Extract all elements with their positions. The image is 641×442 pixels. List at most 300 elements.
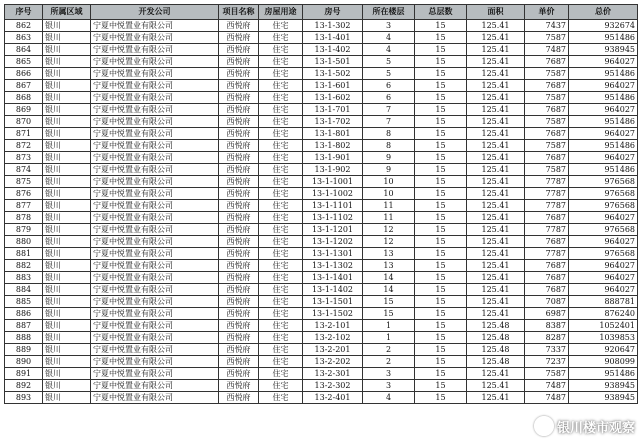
- table-row: [5, 308, 638, 320]
- table-cell: 住宅: [259, 332, 303, 344]
- table-cell: 银川: [43, 296, 91, 308]
- table-cell: 7787: [525, 224, 569, 236]
- table-cell: 15: [415, 344, 467, 356]
- table-cell: 964027: [569, 236, 638, 248]
- table-cell: 7587: [525, 140, 569, 152]
- table-cell: 宁夏中悦置业有限公司: [91, 20, 219, 32]
- table-cell: 15: [415, 140, 467, 152]
- table-cell: 住宅: [259, 32, 303, 44]
- table-cell: 6: [363, 92, 415, 104]
- table-cell: 125.41: [467, 104, 525, 116]
- table-cell: 13-1-601: [303, 80, 363, 92]
- table-cell: 125.41: [467, 80, 525, 92]
- table-cell: 宁夏中悦置业有限公司: [91, 356, 219, 368]
- table-row: [5, 56, 638, 68]
- table-cell: 15: [415, 284, 467, 296]
- table-cell: 8387: [525, 320, 569, 332]
- table-cell: 951486: [569, 140, 638, 152]
- table-cell: 15: [415, 296, 467, 308]
- table-cell: 881: [5, 248, 43, 260]
- table-cell: 银川: [43, 284, 91, 296]
- table-cell: 15: [415, 68, 467, 80]
- table-cell: 951486: [569, 68, 638, 80]
- table-cell: 951486: [569, 368, 638, 380]
- table-cell: 12: [363, 224, 415, 236]
- table-cell: 877: [5, 200, 43, 212]
- table-row: [5, 332, 638, 344]
- table-row: [5, 284, 638, 296]
- column-header: 房屋用途: [259, 5, 303, 20]
- table-cell: 1: [363, 332, 415, 344]
- table-cell: 964027: [569, 80, 638, 92]
- table-cell: 8: [363, 140, 415, 152]
- table-row: [5, 272, 638, 284]
- table-cell: 宁夏中悦置业有限公司: [91, 392, 219, 404]
- table-cell: 银川: [43, 116, 91, 128]
- table-cell: 2: [363, 344, 415, 356]
- table-cell: 15: [415, 32, 467, 44]
- table-cell: 932674: [569, 20, 638, 32]
- table-cell: 15: [415, 44, 467, 56]
- table-cell: 15: [415, 308, 467, 320]
- table-cell: 882: [5, 260, 43, 272]
- table-cell: 879: [5, 224, 43, 236]
- housing-price-table: [4, 4, 638, 404]
- table-cell: 908099: [569, 356, 638, 368]
- table-cell: 西悦府: [219, 44, 259, 56]
- table-cell: 宁夏中悦置业有限公司: [91, 56, 219, 68]
- table-cell: 883: [5, 272, 43, 284]
- table-cell: 10: [363, 176, 415, 188]
- table-cell: 15: [415, 332, 467, 344]
- table-cell: 15: [415, 392, 467, 404]
- table-cell: 964027: [569, 152, 638, 164]
- table-cell: 880: [5, 236, 43, 248]
- table-cell: 银川: [43, 392, 91, 404]
- table-body: [5, 20, 638, 404]
- table-cell: 11: [363, 200, 415, 212]
- table-cell: 13-2-101: [303, 320, 363, 332]
- table-cell: 银川: [43, 152, 91, 164]
- table-cell: 宁夏中悦置业有限公司: [91, 200, 219, 212]
- table-cell: 863: [5, 32, 43, 44]
- table-cell: 13-1-1302: [303, 260, 363, 272]
- table-cell: 住宅: [259, 212, 303, 224]
- table-cell: 15: [415, 164, 467, 176]
- table-row: [5, 296, 638, 308]
- table-cell: 951486: [569, 116, 638, 128]
- table-row: [5, 80, 638, 92]
- table-cell: 15: [415, 104, 467, 116]
- table-cell: 13-1-502: [303, 68, 363, 80]
- table-row: [5, 212, 638, 224]
- table-row: [5, 176, 638, 188]
- table-cell: 宁夏中悦置业有限公司: [91, 308, 219, 320]
- table-cell: 宁夏中悦置业有限公司: [91, 260, 219, 272]
- table-header-row: [5, 5, 638, 20]
- table-cell: 银川: [43, 104, 91, 116]
- table-cell: 13-1-1201: [303, 224, 363, 236]
- table-cell: 893: [5, 392, 43, 404]
- table-cell: 4: [363, 32, 415, 44]
- table-cell: 13-2-401: [303, 392, 363, 404]
- table-cell: 7587: [525, 116, 569, 128]
- table-cell: 871: [5, 128, 43, 140]
- table-cell: 银川: [43, 308, 91, 320]
- table-cell: 西悦府: [219, 32, 259, 44]
- table-cell: 125.41: [467, 68, 525, 80]
- table-cell: 宁夏中悦置业有限公司: [91, 296, 219, 308]
- table-cell: 住宅: [259, 140, 303, 152]
- wechat-logo-icon: [534, 416, 554, 436]
- table-cell: 宁夏中悦置业有限公司: [91, 128, 219, 140]
- table-cell: 3: [363, 368, 415, 380]
- table-row: [5, 68, 638, 80]
- table-cell: 887: [5, 320, 43, 332]
- table-cell: 125.41: [467, 44, 525, 56]
- table-cell: 住宅: [259, 248, 303, 260]
- table-row: [5, 116, 638, 128]
- table-cell: 13-2-201: [303, 344, 363, 356]
- table-cell: 宁夏中悦置业有限公司: [91, 188, 219, 200]
- table-cell: 884: [5, 284, 43, 296]
- table-cell: 8: [363, 128, 415, 140]
- table-cell: 银川: [43, 248, 91, 260]
- table-cell: 宁夏中悦置业有限公司: [91, 32, 219, 44]
- table-row: [5, 344, 638, 356]
- table-cell: 15: [363, 296, 415, 308]
- table-cell: 13-1-1501: [303, 296, 363, 308]
- table-cell: 13: [363, 248, 415, 260]
- table-cell: 7787: [525, 188, 569, 200]
- table-cell: 住宅: [259, 320, 303, 332]
- table-cell: 银川: [43, 320, 91, 332]
- table-cell: 938945: [569, 380, 638, 392]
- table-cell: 15: [415, 200, 467, 212]
- table-cell: 15: [415, 116, 467, 128]
- table-cell: 13-1-1101: [303, 200, 363, 212]
- table-cell: 西悦府: [219, 200, 259, 212]
- table-cell: 14: [363, 284, 415, 296]
- table-cell: 125.41: [467, 140, 525, 152]
- table-cell: 15: [415, 248, 467, 260]
- table-cell: 1052401: [569, 320, 638, 332]
- table-cell: 1039853: [569, 332, 638, 344]
- table-cell: 13-1-801: [303, 128, 363, 140]
- table-cell: 宁夏中悦置业有限公司: [91, 104, 219, 116]
- table-row: [5, 380, 638, 392]
- table-cell: 西悦府: [219, 320, 259, 332]
- table-cell: 7437: [525, 20, 569, 32]
- table-cell: 125.41: [467, 296, 525, 308]
- table-cell: 1: [363, 320, 415, 332]
- table-cell: 9: [363, 152, 415, 164]
- table-cell: 西悦府: [219, 20, 259, 32]
- table-cell: 125.41: [467, 392, 525, 404]
- table-cell: 宁夏中悦置业有限公司: [91, 344, 219, 356]
- table-cell: 西悦府: [219, 56, 259, 68]
- table-cell: 13-1-1502: [303, 308, 363, 320]
- table-cell: 9: [363, 164, 415, 176]
- table-cell: 4: [363, 44, 415, 56]
- table-cell: 976568: [569, 248, 638, 260]
- table-cell: 银川: [43, 20, 91, 32]
- table-cell: 15: [415, 260, 467, 272]
- table-row: [5, 164, 638, 176]
- table-cell: 银川: [43, 140, 91, 152]
- table-cell: 13-1-1001: [303, 176, 363, 188]
- table-cell: 892: [5, 380, 43, 392]
- table-cell: 西悦府: [219, 188, 259, 200]
- table-cell: 125.41: [467, 248, 525, 260]
- table-cell: 宁夏中悦置业有限公司: [91, 176, 219, 188]
- column-header: 面积: [467, 5, 525, 20]
- table-cell: 13-1-1401: [303, 272, 363, 284]
- table-cell: 13-2-301: [303, 368, 363, 380]
- table-cell: 宁夏中悦置业有限公司: [91, 164, 219, 176]
- table-cell: 西悦府: [219, 260, 259, 272]
- table-cell: 西悦府: [219, 128, 259, 140]
- table-cell: 银川: [43, 176, 91, 188]
- table-row: [5, 44, 638, 56]
- table-cell: 西悦府: [219, 224, 259, 236]
- table-cell: 7337: [525, 344, 569, 356]
- table-cell: 15: [415, 20, 467, 32]
- column-header: 单价: [525, 5, 569, 20]
- table-cell: 976568: [569, 188, 638, 200]
- table-cell: 125.41: [467, 116, 525, 128]
- table-cell: 5: [363, 68, 415, 80]
- table-cell: 7487: [525, 380, 569, 392]
- table-cell: 住宅: [259, 104, 303, 116]
- table-cell: 西悦府: [219, 308, 259, 320]
- table-cell: 125.41: [467, 272, 525, 284]
- watermark: [534, 416, 635, 436]
- table-cell: 西悦府: [219, 368, 259, 380]
- table-cell: 银川: [43, 260, 91, 272]
- table-cell: 865: [5, 56, 43, 68]
- table-cell: 13-1-401: [303, 32, 363, 44]
- table-cell: 13: [363, 260, 415, 272]
- table-cell: 西悦府: [219, 68, 259, 80]
- column-header: 序号: [5, 5, 43, 20]
- table-cell: 银川: [43, 80, 91, 92]
- table-cell: 西悦府: [219, 92, 259, 104]
- table-cell: 银川: [43, 272, 91, 284]
- table-cell: 2: [363, 356, 415, 368]
- table-cell: 964027: [569, 284, 638, 296]
- column-header: 开发公司: [91, 5, 219, 20]
- table-cell: 西悦府: [219, 116, 259, 128]
- table-row: [5, 32, 638, 44]
- table-cell: 964027: [569, 260, 638, 272]
- table-cell: 住宅: [259, 380, 303, 392]
- table-cell: 125.41: [467, 284, 525, 296]
- table-cell: 银川: [43, 368, 91, 380]
- table-cell: 5: [363, 56, 415, 68]
- table-row: [5, 224, 638, 236]
- table-cell: 银川: [43, 236, 91, 248]
- column-header: 房号: [303, 5, 363, 20]
- table-cell: 银川: [43, 92, 91, 104]
- table-cell: 869: [5, 104, 43, 116]
- table-cell: 976568: [569, 224, 638, 236]
- table-cell: 13-1-702: [303, 116, 363, 128]
- table-cell: 7687: [525, 104, 569, 116]
- table-cell: 951486: [569, 164, 638, 176]
- table-cell: 888: [5, 332, 43, 344]
- table-cell: 7587: [525, 68, 569, 80]
- table-cell: 银川: [43, 164, 91, 176]
- table-cell: 宁夏中悦置业有限公司: [91, 368, 219, 380]
- table-cell: 宁夏中悦置业有限公司: [91, 140, 219, 152]
- column-header: 总层数: [415, 5, 467, 20]
- table-cell: 8287: [525, 332, 569, 344]
- table-cell: 890: [5, 356, 43, 368]
- table-cell: 13-2-302: [303, 380, 363, 392]
- table-cell: 125.41: [467, 368, 525, 380]
- table-cell: 13-2-202: [303, 356, 363, 368]
- table-cell: 15: [415, 272, 467, 284]
- table-cell: 15: [415, 356, 467, 368]
- table-cell: 7687: [525, 128, 569, 140]
- table-cell: 住宅: [259, 80, 303, 92]
- table-cell: 住宅: [259, 20, 303, 32]
- column-header: 所在楼层: [363, 5, 415, 20]
- table-row: [5, 368, 638, 380]
- table-cell: 住宅: [259, 200, 303, 212]
- table-cell: 15: [363, 308, 415, 320]
- table-cell: 964027: [569, 128, 638, 140]
- table-cell: 125.41: [467, 20, 525, 32]
- table-cell: 11: [363, 212, 415, 224]
- table-row: [5, 236, 638, 248]
- table-cell: 银川: [43, 56, 91, 68]
- table-cell: 864: [5, 44, 43, 56]
- table-cell: 3: [363, 380, 415, 392]
- table-cell: 15: [415, 56, 467, 68]
- table-cell: 3: [363, 20, 415, 32]
- table-cell: 银川: [43, 380, 91, 392]
- table-row: [5, 392, 638, 404]
- table-cell: 886: [5, 308, 43, 320]
- table-cell: 7787: [525, 200, 569, 212]
- table-cell: 13-1-501: [303, 56, 363, 68]
- table-cell: 住宅: [259, 56, 303, 68]
- table-cell: 874: [5, 164, 43, 176]
- table-cell: 125.41: [467, 308, 525, 320]
- table-cell: 住宅: [259, 188, 303, 200]
- table-cell: 宁夏中悦置业有限公司: [91, 284, 219, 296]
- table-cell: 西悦府: [219, 296, 259, 308]
- table-cell: 7687: [525, 284, 569, 296]
- table-cell: 住宅: [259, 272, 303, 284]
- table-cell: 10: [363, 188, 415, 200]
- table-cell: 951486: [569, 92, 638, 104]
- table-cell: 125.41: [467, 236, 525, 248]
- table-cell: 住宅: [259, 356, 303, 368]
- watermark-text: 银川楼市观察: [556, 420, 635, 436]
- table-cell: 7687: [525, 212, 569, 224]
- table-cell: 6987: [525, 308, 569, 320]
- table-cell: 住宅: [259, 296, 303, 308]
- table-cell: 住宅: [259, 344, 303, 356]
- table-cell: 885: [5, 296, 43, 308]
- table-cell: 15: [415, 80, 467, 92]
- table-cell: 宁夏中悦置业有限公司: [91, 236, 219, 248]
- table-cell: 宁夏中悦置业有限公司: [91, 332, 219, 344]
- table-cell: 宁夏中悦置业有限公司: [91, 272, 219, 284]
- table-cell: 住宅: [259, 92, 303, 104]
- table-cell: 住宅: [259, 224, 303, 236]
- table-cell: 西悦府: [219, 176, 259, 188]
- table-cell: 银川: [43, 356, 91, 368]
- table-cell: 7237: [525, 356, 569, 368]
- table-cell: 13-1-1301: [303, 248, 363, 260]
- table-row: [5, 200, 638, 212]
- table-cell: 875: [5, 176, 43, 188]
- table-cell: 7787: [525, 248, 569, 260]
- table-cell: 15: [415, 152, 467, 164]
- table-cell: 宁夏中悦置业有限公司: [91, 116, 219, 128]
- table-cell: 867: [5, 80, 43, 92]
- table-cell: 976568: [569, 176, 638, 188]
- table-cell: 125.41: [467, 212, 525, 224]
- table-cell: 住宅: [259, 176, 303, 188]
- table-cell: 938945: [569, 44, 638, 56]
- table-cell: 13-1-902: [303, 164, 363, 176]
- table-cell: 住宅: [259, 308, 303, 320]
- table-cell: 15: [415, 128, 467, 140]
- table-cell: 125.41: [467, 188, 525, 200]
- table-cell: 125.41: [467, 380, 525, 392]
- table-cell: 964027: [569, 104, 638, 116]
- table-cell: 876: [5, 188, 43, 200]
- table-cell: 125.41: [467, 56, 525, 68]
- table-row: [5, 20, 638, 32]
- table-cell: 125.41: [467, 176, 525, 188]
- table-cell: 西悦府: [219, 164, 259, 176]
- table-cell: 7687: [525, 260, 569, 272]
- table-cell: 15: [415, 212, 467, 224]
- table-cell: 951486: [569, 32, 638, 44]
- table-cell: 7587: [525, 164, 569, 176]
- table-cell: 住宅: [259, 260, 303, 272]
- table-cell: 银川: [43, 332, 91, 344]
- table-cell: 西悦府: [219, 212, 259, 224]
- table-row: [5, 128, 638, 140]
- table-cell: 7: [363, 116, 415, 128]
- column-header: 项目名称: [219, 5, 259, 20]
- table-cell: 964027: [569, 56, 638, 68]
- table-cell: 7587: [525, 92, 569, 104]
- table-row: [5, 356, 638, 368]
- table-cell: 西悦府: [219, 284, 259, 296]
- table-cell: 125.48: [467, 320, 525, 332]
- table-cell: 13-1-1002: [303, 188, 363, 200]
- table-cell: 964027: [569, 212, 638, 224]
- table-cell: 862: [5, 20, 43, 32]
- table-cell: 868: [5, 92, 43, 104]
- table-cell: 125.41: [467, 92, 525, 104]
- table-cell: 125.41: [467, 260, 525, 272]
- table-cell: 西悦府: [219, 80, 259, 92]
- table-cell: 住宅: [259, 164, 303, 176]
- table-cell: 宁夏中悦置业有限公司: [91, 68, 219, 80]
- table-cell: 住宅: [259, 44, 303, 56]
- table-cell: 银川: [43, 44, 91, 56]
- table-cell: 西悦府: [219, 272, 259, 284]
